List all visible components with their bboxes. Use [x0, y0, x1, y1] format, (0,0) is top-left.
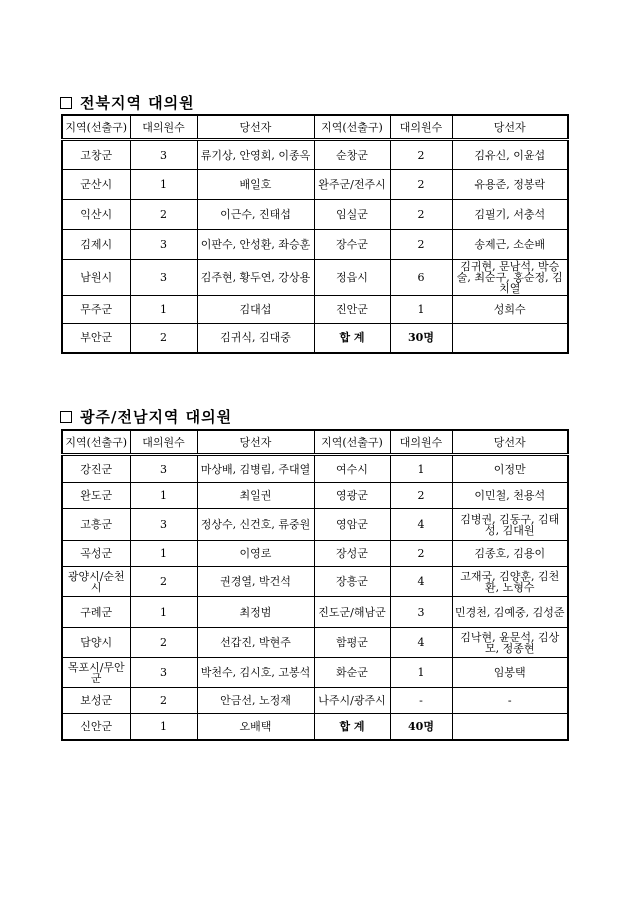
table-cell: 2 — [390, 483, 452, 509]
column-header: 지역(선출구) — [314, 115, 390, 140]
table-cell: 1 — [390, 296, 452, 324]
table-cell: 합 계 — [314, 714, 390, 740]
table-cell: 보성군 — [62, 688, 130, 714]
table-cell: 여수시 — [314, 455, 390, 483]
table-cell: 4 — [390, 567, 452, 597]
table-cell: 30명 — [390, 324, 452, 353]
column-header: 대의원수 — [390, 430, 452, 455]
table-row — [62, 567, 568, 597]
table-cell: 김주현, 황두연, 강상용 — [197, 260, 314, 296]
table-cell: 신안군 — [62, 714, 130, 740]
table-cell: 군산시 — [62, 170, 130, 200]
table-cell: 부안군 — [62, 324, 130, 353]
table-cell: 2 — [390, 140, 452, 170]
table-cell: 김종호, 김용이 — [452, 541, 568, 567]
table-cell: 3 — [130, 230, 197, 260]
table-cell: - — [452, 688, 568, 714]
table-cell: 완주군/전주시 — [314, 170, 390, 200]
table-cell: 3 — [130, 260, 197, 296]
table-cell: 남원시 — [62, 260, 130, 296]
column-header: 당선자 — [197, 430, 314, 455]
table-cell: 순창군 — [314, 140, 390, 170]
table-cell: 2 — [130, 567, 197, 597]
table-cell: 2 — [130, 324, 197, 353]
table-cell: 장흥군 — [314, 567, 390, 597]
table-cell: 김귀현, 문남석, 박승술, 최순구, 홍순정, 김치열 — [452, 260, 568, 296]
table-cell: 3 — [130, 140, 197, 170]
table-cell: 김병권, 김동구, 김태성, 김대원 — [452, 509, 568, 541]
table-header-row — [62, 430, 568, 455]
column-header: 대의원수 — [130, 430, 197, 455]
table-cell: 6 — [390, 260, 452, 296]
table-cell: 강진군 — [62, 455, 130, 483]
table-cell: 임실군 — [314, 200, 390, 230]
table-cell: 송제근, 소순배 — [452, 230, 568, 260]
table-cell: 고흥군 — [62, 509, 130, 541]
table-cell: 민경천, 김예중, 김성준 — [452, 597, 568, 628]
table-cell — [452, 714, 568, 740]
table-cell: 이근수, 진태섭 — [197, 200, 314, 230]
table-cell: 1 — [130, 714, 197, 740]
table-cell: 함평군 — [314, 628, 390, 658]
table-row — [62, 597, 568, 628]
table-cell: 김제시 — [62, 230, 130, 260]
table-cell: 이판수, 안성환, 좌승훈 — [197, 230, 314, 260]
table-cell: 3 — [130, 455, 197, 483]
table-cell: 정상수, 신건호, 류중원 — [197, 509, 314, 541]
table-cell: 4 — [390, 509, 452, 541]
table-cell: 화순군 — [314, 658, 390, 688]
table-cell: 3 — [130, 509, 197, 541]
table-cell: 김귀식, 김대중 — [197, 324, 314, 353]
table-cell: - — [390, 688, 452, 714]
table-cell: 2 — [390, 230, 452, 260]
table-row — [62, 200, 568, 230]
table-cell: 곡성군 — [62, 541, 130, 567]
table-cell: 이민철, 천용석 — [452, 483, 568, 509]
table-cell: 담양시 — [62, 628, 130, 658]
table-cell: 무주군 — [62, 296, 130, 324]
table-cell: 유용준, 정봉락 — [452, 170, 568, 200]
table-cell: 성희수 — [452, 296, 568, 324]
table-cell: 류기상, 안영회, 이종옥 — [197, 140, 314, 170]
table-cell: 진안군 — [314, 296, 390, 324]
table-cell: 진도군/해남군 — [314, 597, 390, 628]
table-cell: 1 — [130, 170, 197, 200]
table-row — [62, 455, 568, 483]
table-cell: 배일호 — [197, 170, 314, 200]
table-cell: 합 계 — [314, 324, 390, 353]
checkbox-square-icon — [60, 411, 72, 423]
table-cell: 고재국, 김양훈, 김천환, 노형수 — [452, 567, 568, 597]
section-title-jeonbuk — [60, 92, 195, 113]
table-cell: 이정만 — [452, 455, 568, 483]
gwangju-jeonnam-delegates-table — [61, 429, 569, 741]
checkbox-square-icon — [60, 97, 72, 109]
column-header: 지역(선출구) — [62, 115, 130, 140]
table-cell: 2 — [390, 170, 452, 200]
table-cell: 김유신, 이윤섭 — [452, 140, 568, 170]
table-cell: 1 — [390, 455, 452, 483]
table-cell: 1 — [130, 483, 197, 509]
table-cell: 2 — [390, 200, 452, 230]
table-cell: 1 — [390, 658, 452, 688]
table-cell: 영암군 — [314, 509, 390, 541]
column-header: 대의원수 — [390, 115, 452, 140]
table-cell: 최정범 — [197, 597, 314, 628]
table-cell: 1 — [130, 541, 197, 567]
column-header: 당선자 — [452, 115, 568, 140]
table-cell: 이영로 — [197, 541, 314, 567]
column-header: 대의원수 — [130, 115, 197, 140]
table-row — [62, 714, 568, 740]
table-row — [62, 658, 568, 688]
table-cell: 영광군 — [314, 483, 390, 509]
table-row — [62, 628, 568, 658]
table-row — [62, 230, 568, 260]
table-cell: 구례군 — [62, 597, 130, 628]
table-cell: 선갑진, 박현주 — [197, 628, 314, 658]
table-row — [62, 688, 568, 714]
table-cell: 임봉택 — [452, 658, 568, 688]
section-title-text: 광주/전남지역 대의원 — [80, 408, 233, 426]
table-cell: 2 — [130, 688, 197, 714]
jeonbuk-delegates-table — [61, 114, 569, 354]
table-cell: 2 — [130, 628, 197, 658]
section-title-text: 전북지역 대의원 — [80, 94, 195, 112]
table-cell: 나주시/광주시 — [314, 688, 390, 714]
table-cell: 목포시/무안군 — [62, 658, 130, 688]
table-row — [62, 170, 568, 200]
table-cell: 마상배, 김병림, 주대열 — [197, 455, 314, 483]
table-row — [62, 324, 568, 353]
table-cell: 김필기, 서충석 — [452, 200, 568, 230]
table-cell: 장수군 — [314, 230, 390, 260]
table-cell: 권경열, 박건석 — [197, 567, 314, 597]
table-cell — [452, 324, 568, 353]
table-cell: 박천수, 김시호, 고봉석 — [197, 658, 314, 688]
table-row — [62, 509, 568, 541]
table-cell: 광양시/순천시 — [62, 567, 130, 597]
table-row — [62, 260, 568, 296]
table-cell: 안금선, 노정재 — [197, 688, 314, 714]
table-cell: 3 — [390, 597, 452, 628]
table-cell: 익산시 — [62, 200, 130, 230]
column-header: 당선자 — [452, 430, 568, 455]
section-title-gwangju-jeonnam — [60, 406, 232, 427]
column-header: 지역(선출구) — [314, 430, 390, 455]
table-cell: 김낙현, 윤문석, 김상모, 정종현 — [452, 628, 568, 658]
table-row — [62, 296, 568, 324]
table-cell: 오배택 — [197, 714, 314, 740]
table-cell: 최일권 — [197, 483, 314, 509]
table-row — [62, 541, 568, 567]
table-cell: 1 — [130, 597, 197, 628]
table-cell: 고창군 — [62, 140, 130, 170]
table-cell: 1 — [130, 296, 197, 324]
table-cell: 2 — [130, 200, 197, 230]
table-cell: 완도군 — [62, 483, 130, 509]
table-cell: 40명 — [390, 714, 452, 740]
table-row — [62, 483, 568, 509]
column-header: 당선자 — [197, 115, 314, 140]
table-cell: 3 — [130, 658, 197, 688]
table-cell: 장성군 — [314, 541, 390, 567]
table-row — [62, 140, 568, 170]
table-cell: 2 — [390, 541, 452, 567]
table-header-row — [62, 115, 568, 140]
table-cell: 김대섭 — [197, 296, 314, 324]
column-header: 지역(선출구) — [62, 430, 130, 455]
table-cell: 4 — [390, 628, 452, 658]
table-cell: 정읍시 — [314, 260, 390, 296]
